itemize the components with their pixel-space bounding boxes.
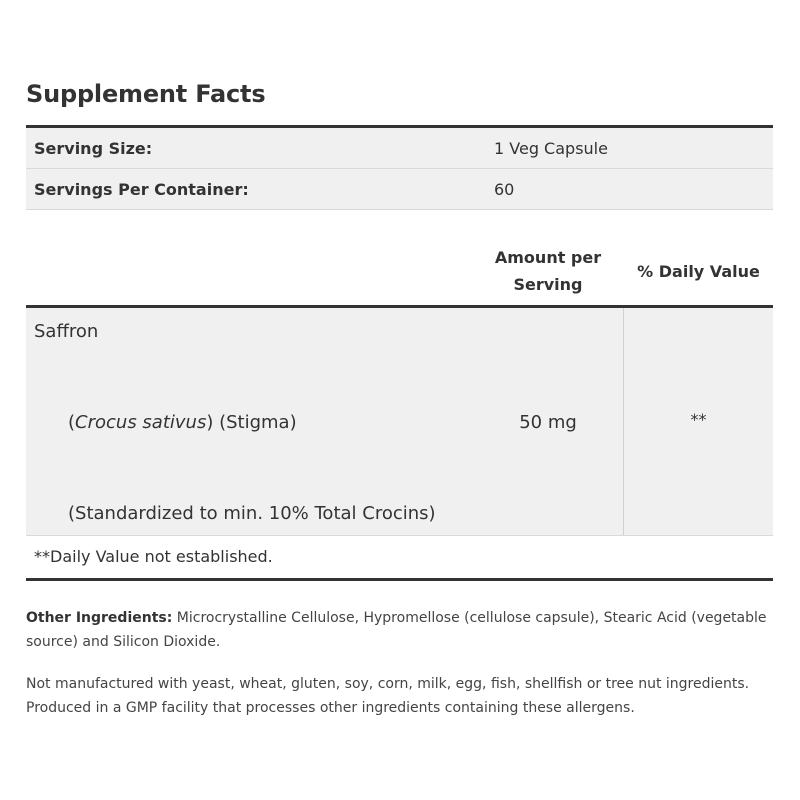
species-open: ( [68,412,76,433]
nutrient-standardization: (Standardized to min. 10% Total Crocins) [68,503,436,524]
amount-per-serving-header [472,244,624,298]
disclaimer-line2: Produced in a GMP facility that processes other ingredients containing these allergens. [26,700,635,716]
nutrient-name: Saffron [34,321,99,342]
amount-header-line2: Serving [513,275,583,294]
column-headers [26,244,773,306]
nutrient-table [26,305,773,581]
other-ingredients-text: Microcrystalline Cellulose, Hypromellose (cellulose capsule), Stearic Acid (vegetable source) and Silicon Dioxide. [26,610,767,650]
nutrient-daily-value: ** [690,410,707,429]
daily-value-header: % Daily Value [637,262,760,281]
nutrient-amount: 50 mg [519,412,577,433]
servings-per-container-row [26,169,773,210]
amount-header-line1: Amount per [494,248,602,267]
servings-per-container-value: 60 [494,180,515,199]
nutrient-species [68,412,297,433]
allergen-disclaimer [26,672,773,720]
species-latin-name: Crocus sativus [75,412,207,433]
other-ingredients [26,606,773,654]
servings-per-container-label: Servings Per Container: [34,180,249,199]
other-ingredients-label: Other Ingredients: [26,610,173,626]
nutrient-row [26,308,773,536]
disclaimer-line1: Not manufactured with yeast, wheat, gluten, soy, corn, milk, egg, fish, shellfish or tree nut ingredients. [26,676,750,692]
footnote-row [26,536,773,581]
species-part: ) (Stigma) [206,412,297,433]
daily-value-footnote: **Daily Value not established. [34,547,273,566]
serving-size-value: 1 Veg Capsule [494,139,608,158]
serving-size-label: Serving Size: [34,139,153,158]
serving-size-row [26,128,773,169]
serving-info-table [26,125,773,210]
page-title: Supplement Facts [26,80,266,108]
